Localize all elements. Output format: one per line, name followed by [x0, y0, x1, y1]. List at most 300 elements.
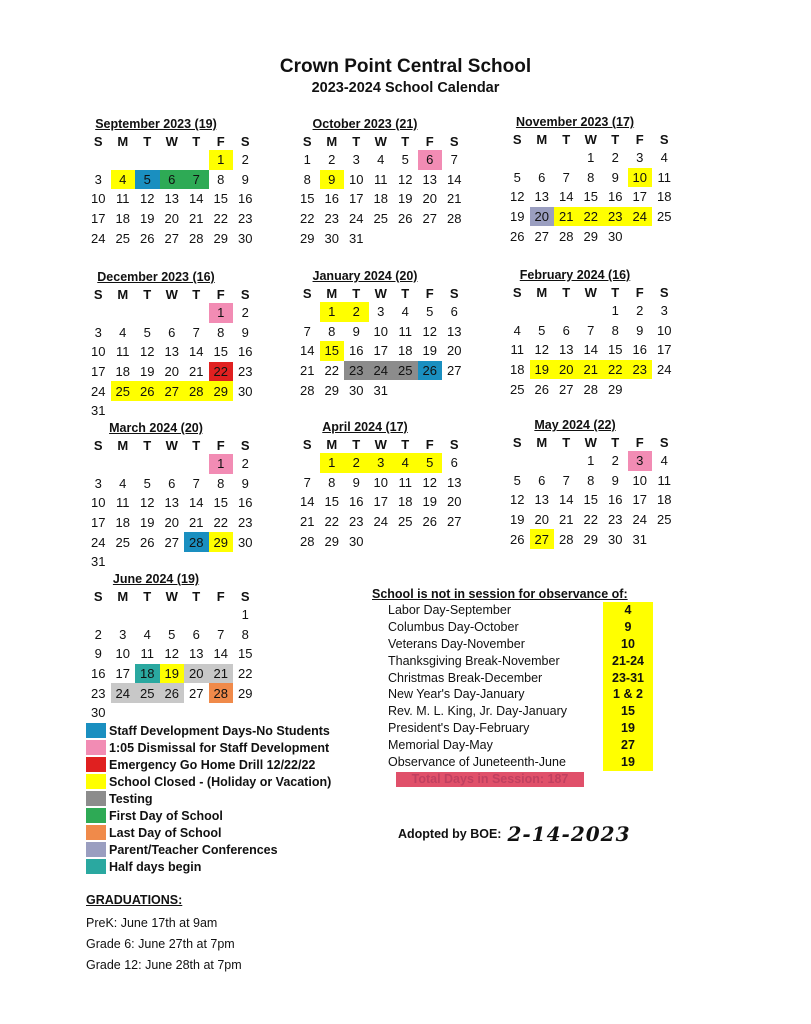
calendar-day: 22 [324, 363, 339, 379]
calendar-day: 3 [369, 453, 394, 473]
calendar-day: 28 [447, 211, 462, 227]
observance-row [372, 686, 654, 703]
weekday-header: S [512, 435, 522, 450]
calendar-day: 23 [91, 685, 106, 701]
calendar-day: 29 [583, 531, 598, 547]
legend-label: Half days begin [109, 859, 202, 874]
weekday-header: S [659, 132, 669, 147]
weekday-header: M [326, 437, 338, 452]
calendar-day: 21 [559, 512, 574, 528]
calendar-day: 17 [91, 364, 106, 380]
calendar-day: 22 [300, 211, 315, 227]
week-row [505, 360, 677, 380]
weekday-header-row [505, 131, 677, 148]
calendar-day: 10 [115, 646, 130, 662]
legend-item [86, 858, 331, 875]
calendar-day: 11 [398, 474, 412, 490]
calendar-day: 29 [324, 382, 339, 398]
week-row [86, 150, 258, 170]
calendar-day: 20 [530, 207, 555, 227]
weekday-header: W [584, 285, 597, 300]
calendar-day: 18 [510, 362, 525, 378]
calendar-day: 14 [559, 189, 574, 205]
weekday-header-row [295, 285, 467, 302]
calendar-day: 27 [160, 381, 185, 401]
calendar-day: 16 [349, 343, 364, 359]
legend-swatch [86, 808, 106, 823]
calendar-day: 20 [447, 343, 462, 359]
observance-dates: 19 [603, 754, 653, 771]
graduation-line: Grade 6: June 27th at 7pm [86, 937, 235, 951]
week-row [86, 552, 258, 572]
weekday-header-row [86, 588, 258, 605]
calendar-day: 17 [91, 211, 106, 227]
calendar-day: 18 [398, 343, 413, 359]
calendar-day: 16 [608, 492, 623, 508]
week-row [86, 644, 258, 664]
weekday-header: T [143, 287, 152, 302]
observance-dates: 15 [603, 703, 653, 720]
calendar-day: 12 [140, 191, 155, 207]
legend-label: Parent/Teacher Conferences [109, 842, 278, 857]
week-row [86, 209, 258, 229]
calendar-day: 4 [513, 322, 521, 338]
weekday-header: M [326, 134, 338, 149]
calendar-day: 21 [209, 664, 234, 684]
calendar-day: 21 [300, 363, 315, 379]
month-calendar [295, 268, 475, 400]
observance-dates: 1 & 2 [603, 686, 653, 703]
calendar-day: 2 [328, 152, 336, 168]
calendar-day: 11 [374, 171, 388, 187]
calendar-day: 28 [300, 533, 315, 549]
calendar-day: 13 [534, 189, 549, 205]
calendar-day: 13 [164, 344, 179, 360]
weekday-header-row [86, 437, 258, 454]
calendar-day: 16 [238, 495, 253, 511]
week-row [295, 228, 467, 248]
calendar-day: 18 [115, 211, 130, 227]
month-grid [86, 588, 258, 723]
graduation-line: Grade 12: June 28th at 7pm [86, 958, 242, 972]
calendar-day: 13 [164, 495, 179, 511]
calendar-day: 29 [324, 533, 339, 549]
calendar-day: 8 [303, 171, 311, 187]
calendar-day: 18 [657, 492, 672, 508]
calendar-day: 3 [94, 171, 102, 187]
calendar-day: 17 [632, 492, 647, 508]
legend-swatch [86, 723, 106, 738]
observance-name: Thanksgiving Break-November [388, 653, 560, 668]
calendar-day: 31 [373, 382, 388, 398]
calendar-day: 15 [238, 646, 253, 662]
calendar-day: 6 [160, 170, 185, 190]
weekday-header: W [374, 286, 387, 301]
calendar-day: 25 [510, 381, 525, 397]
calendar-day: 10 [91, 344, 106, 360]
calendar-day: 2 [241, 456, 249, 472]
weekday-header: W [165, 134, 178, 149]
week-row [505, 471, 677, 491]
weekday-header: T [352, 286, 361, 301]
calendar-day: 25 [115, 534, 130, 550]
week-row [86, 342, 258, 362]
month-calendar [86, 269, 266, 421]
month-title: October 2023 (21) [312, 117, 418, 131]
calendar-day: 27 [447, 363, 462, 379]
observance-row [372, 703, 654, 720]
weekday-header: F [425, 134, 434, 149]
calendar-day: 13 [422, 171, 437, 187]
calendar-day: 17 [657, 342, 672, 358]
calendar-day: 11 [116, 344, 130, 360]
observance-dates: 19 [603, 720, 653, 737]
calendar-day: 23 [238, 515, 253, 531]
calendar-day: 4 [393, 453, 418, 473]
calendar-day: 9 [320, 170, 345, 190]
month-title: March 2024 (20) [109, 421, 203, 435]
calendar-day: 5 [538, 322, 546, 338]
weekday-header: S [512, 285, 522, 300]
month-grid [505, 284, 677, 399]
calendar-day: 11 [116, 191, 130, 207]
weekday-header: S [659, 285, 669, 300]
weekday-header: F [216, 589, 225, 604]
calendar-day: 2 [344, 453, 369, 473]
legend-item [86, 824, 331, 841]
month-grid [505, 131, 677, 246]
week-row [86, 401, 258, 421]
calendar-day: 6 [168, 324, 176, 340]
month-calendar [505, 267, 685, 399]
adopted-label: Adopted by BOE: [398, 827, 502, 841]
not-in-session-rows [372, 602, 654, 771]
week-row [86, 664, 258, 684]
weekday-header: S [449, 437, 459, 452]
weekday-header: T [562, 435, 571, 450]
weekday-header: T [192, 287, 201, 302]
legend-item [86, 841, 331, 858]
calendar-day: 11 [398, 323, 412, 339]
week-row [86, 454, 258, 474]
weekday-header: S [449, 134, 459, 149]
calendar-day: 16 [238, 344, 253, 360]
calendar-day: 6 [450, 455, 458, 471]
calendar-day: 13 [559, 342, 574, 358]
weekday-header-row [505, 284, 677, 301]
weekday-header: T [401, 437, 410, 452]
legend-item [86, 807, 331, 824]
observance-row [372, 653, 654, 670]
weekday-header: M [117, 287, 129, 302]
calendar-day: 25 [115, 230, 130, 246]
calendar-day: 10 [91, 495, 106, 511]
legend-item [86, 722, 331, 739]
calendar-day: 3 [119, 626, 127, 642]
calendar-day: 14 [447, 171, 462, 187]
calendar-day: 8 [217, 171, 225, 187]
month-grid [295, 436, 467, 551]
week-row [295, 512, 467, 532]
calendar-day: 25 [111, 381, 136, 401]
calendar-day: 6 [192, 626, 200, 642]
calendar-day: 8 [587, 169, 595, 185]
calendar-day: 7 [217, 626, 225, 642]
calendar-day: 17 [91, 515, 106, 531]
calendar-day: 29 [238, 685, 253, 701]
school-name: Crown Point Central School [279, 56, 532, 77]
calendar-day: 24 [628, 207, 653, 227]
calendar-day: 9 [352, 323, 360, 339]
weekday-header: W [165, 589, 178, 604]
legend-label: School Closed - (Holiday or Vacation) [109, 774, 332, 789]
month-title: September 2023 (19) [95, 117, 217, 131]
weekday-header: T [401, 286, 410, 301]
calendar-day: 3 [628, 451, 653, 471]
calendar-day: 14 [189, 344, 204, 360]
week-row [86, 362, 258, 382]
calendar-day: 23 [324, 211, 339, 227]
calendar-day: 30 [608, 531, 623, 547]
calendar-day: 18 [115, 515, 130, 531]
calendar-day: 18 [135, 664, 160, 684]
observance-name: Columbus Day-October [388, 619, 519, 634]
calendar-day: 11 [116, 495, 130, 511]
calendar-day: 12 [534, 342, 549, 358]
calendar-day: 4 [119, 475, 127, 491]
week-row [86, 493, 258, 513]
calendar-day: 20 [164, 364, 179, 380]
week-row [295, 531, 467, 551]
calendar-day: 1 [587, 150, 595, 166]
calendar-day: 1 [320, 453, 345, 473]
weekday-header: F [216, 134, 225, 149]
observance-row [372, 737, 654, 754]
calendar-day: 9 [611, 169, 619, 185]
legend-item [86, 739, 331, 756]
calendar-day: 2 [636, 303, 644, 319]
calendar-day: 11 [510, 342, 524, 358]
weekday-header: S [302, 286, 312, 301]
calendar-day: 30 [238, 534, 253, 550]
calendar-day: 19 [510, 209, 525, 225]
calendar-day: 9 [241, 324, 249, 340]
weekday-header: M [117, 589, 129, 604]
weekday-header: T [192, 589, 201, 604]
legend-swatch [86, 791, 106, 806]
calendar-day: 27 [422, 211, 437, 227]
calendar-day: 3 [377, 304, 385, 320]
weekday-header: S [240, 287, 250, 302]
weekday-header: M [536, 285, 548, 300]
calendar-day: 26 [510, 531, 525, 547]
calendar-day: 22 [209, 362, 234, 382]
calendar-day: 27 [530, 529, 555, 549]
weekday-header: T [143, 589, 152, 604]
calendar-day: 7 [184, 170, 209, 190]
calendar-day: 25 [373, 211, 388, 227]
calendar-day: 1 [209, 150, 234, 170]
weekday-header: M [536, 132, 548, 147]
weekday-header: F [425, 286, 434, 301]
month-calendar [86, 420, 266, 572]
legend-swatch [86, 825, 106, 840]
calendar-day: 16 [324, 191, 339, 207]
calendar-day: 15 [608, 342, 623, 358]
week-row [295, 322, 467, 342]
week-row [295, 302, 467, 322]
month-calendar [86, 116, 266, 248]
calendar-day: 4 [660, 453, 668, 469]
calendar-day: 5 [426, 304, 434, 320]
legend-swatch [86, 757, 106, 772]
calendar-day: 22 [603, 360, 628, 380]
adopted-by-boe [398, 822, 630, 846]
weekday-header: M [326, 286, 338, 301]
calendar-day: 6 [418, 150, 443, 170]
calendar-day: 24 [373, 514, 388, 530]
calendar-day: 10 [657, 322, 672, 338]
calendar-day: 9 [241, 171, 249, 187]
calendar-day: 2 [241, 152, 249, 168]
week-row [295, 170, 467, 190]
weekday-header-row [86, 133, 258, 150]
calendar-day: 20 [447, 494, 462, 510]
calendar-day: 1 [209, 303, 234, 323]
weekday-header: T [143, 134, 152, 149]
calendar-day: 20 [164, 515, 179, 531]
calendar-day: 10 [373, 474, 388, 490]
calendar-day: 23 [238, 211, 253, 227]
calendar-day: 17 [632, 189, 647, 205]
calendar-day: 19 [510, 512, 525, 528]
weekday-header: W [165, 438, 178, 453]
calendar-day: 4 [143, 626, 151, 642]
calendar-day: 21 [579, 360, 604, 380]
calendar-day: 20 [184, 664, 209, 684]
week-row [295, 361, 467, 381]
observance-row [372, 636, 654, 653]
weekday-header: W [584, 132, 597, 147]
weekday-header: S [302, 134, 312, 149]
weekday-header: M [536, 435, 548, 450]
weekday-header: F [635, 132, 644, 147]
week-row [505, 226, 677, 246]
calendar-day: 13 [189, 646, 204, 662]
calendar-day: 24 [369, 361, 394, 381]
calendar-day: 18 [115, 364, 130, 380]
calendar-day: 21 [554, 207, 579, 227]
calendar-day: 11 [657, 472, 671, 488]
calendar-day: 20 [554, 360, 579, 380]
calendar-day: 22 [213, 515, 228, 531]
calendar-day: 21 [300, 514, 315, 530]
calendar-day: 17 [349, 191, 364, 207]
calendar-day: 28 [583, 381, 598, 397]
calendar-day: 31 [349, 230, 364, 246]
calendar-day: 26 [140, 230, 155, 246]
calendar-day: 14 [300, 343, 315, 359]
weekday-header: F [425, 437, 434, 452]
week-row [86, 303, 258, 323]
calendar-day: 5 [513, 472, 521, 488]
week-row [295, 150, 467, 170]
calendar-day: 9 [352, 474, 360, 490]
calendar-day: 6 [538, 472, 546, 488]
calendar-day: 14 [559, 492, 574, 508]
calendar-day: 11 [140, 646, 154, 662]
calendar-day: 6 [450, 304, 458, 320]
total-days-badge: Total Days in Session: 187 [396, 772, 584, 787]
calendar-day: 21 [447, 191, 462, 207]
calendar-day: 14 [583, 342, 598, 358]
calendar-day: 2 [94, 626, 102, 642]
month-calendar [86, 571, 266, 723]
weekday-header: T [192, 134, 201, 149]
observance-dates: 27 [603, 737, 653, 754]
calendar-day: 25 [657, 512, 672, 528]
week-row [505, 301, 677, 321]
calendar-day: 6 [538, 169, 546, 185]
calendar-day: 26 [510, 228, 525, 244]
legend-item [86, 773, 331, 790]
calendar-day: 29 [608, 381, 623, 397]
calendar-day: 15 [320, 341, 345, 361]
calendar-day: 4 [119, 324, 127, 340]
observance-row [372, 720, 654, 737]
calendar-day: 23 [603, 207, 628, 227]
week-row [505, 529, 677, 549]
calendar-day: 28 [559, 228, 574, 244]
month-title: February 2024 (16) [519, 268, 631, 282]
week-row [505, 340, 677, 360]
calendar-day: 3 [94, 324, 102, 340]
calendar-day: 30 [349, 382, 364, 398]
calendar-day: 7 [192, 475, 200, 491]
calendar-day: 18 [373, 191, 388, 207]
legend-label: Staff Development Days-No Students [109, 723, 330, 738]
not-in-session-table [372, 586, 654, 787]
weekday-header-row [295, 436, 467, 453]
week-row [295, 209, 467, 229]
calendar-day: 22 [579, 207, 604, 227]
calendar-day: 2 [611, 453, 619, 469]
legend [86, 722, 331, 875]
calendar-day: 5 [513, 169, 521, 185]
calendar-day: 24 [111, 683, 136, 703]
month-calendar [505, 114, 685, 246]
month-grid [86, 133, 258, 248]
calendar-day: 19 [398, 191, 413, 207]
calendar-day: 8 [328, 474, 336, 490]
weekday-header: S [93, 438, 103, 453]
week-row [86, 605, 258, 625]
weekday-header: F [635, 435, 644, 450]
calendar-day: 22 [583, 512, 598, 528]
week-row [505, 451, 677, 471]
calendar-day: 6 [562, 322, 570, 338]
calendar-day: 13 [534, 492, 549, 508]
calendar-day: 12 [510, 492, 525, 508]
calendar-day: 27 [534, 228, 549, 244]
calendar-day: 17 [115, 666, 130, 682]
calendar-day: 21 [189, 211, 204, 227]
weekday-header: T [143, 438, 152, 453]
week-row [295, 341, 467, 361]
week-row [295, 492, 467, 512]
calendar-day: 27 [559, 381, 574, 397]
calendar-day: 18 [657, 189, 672, 205]
